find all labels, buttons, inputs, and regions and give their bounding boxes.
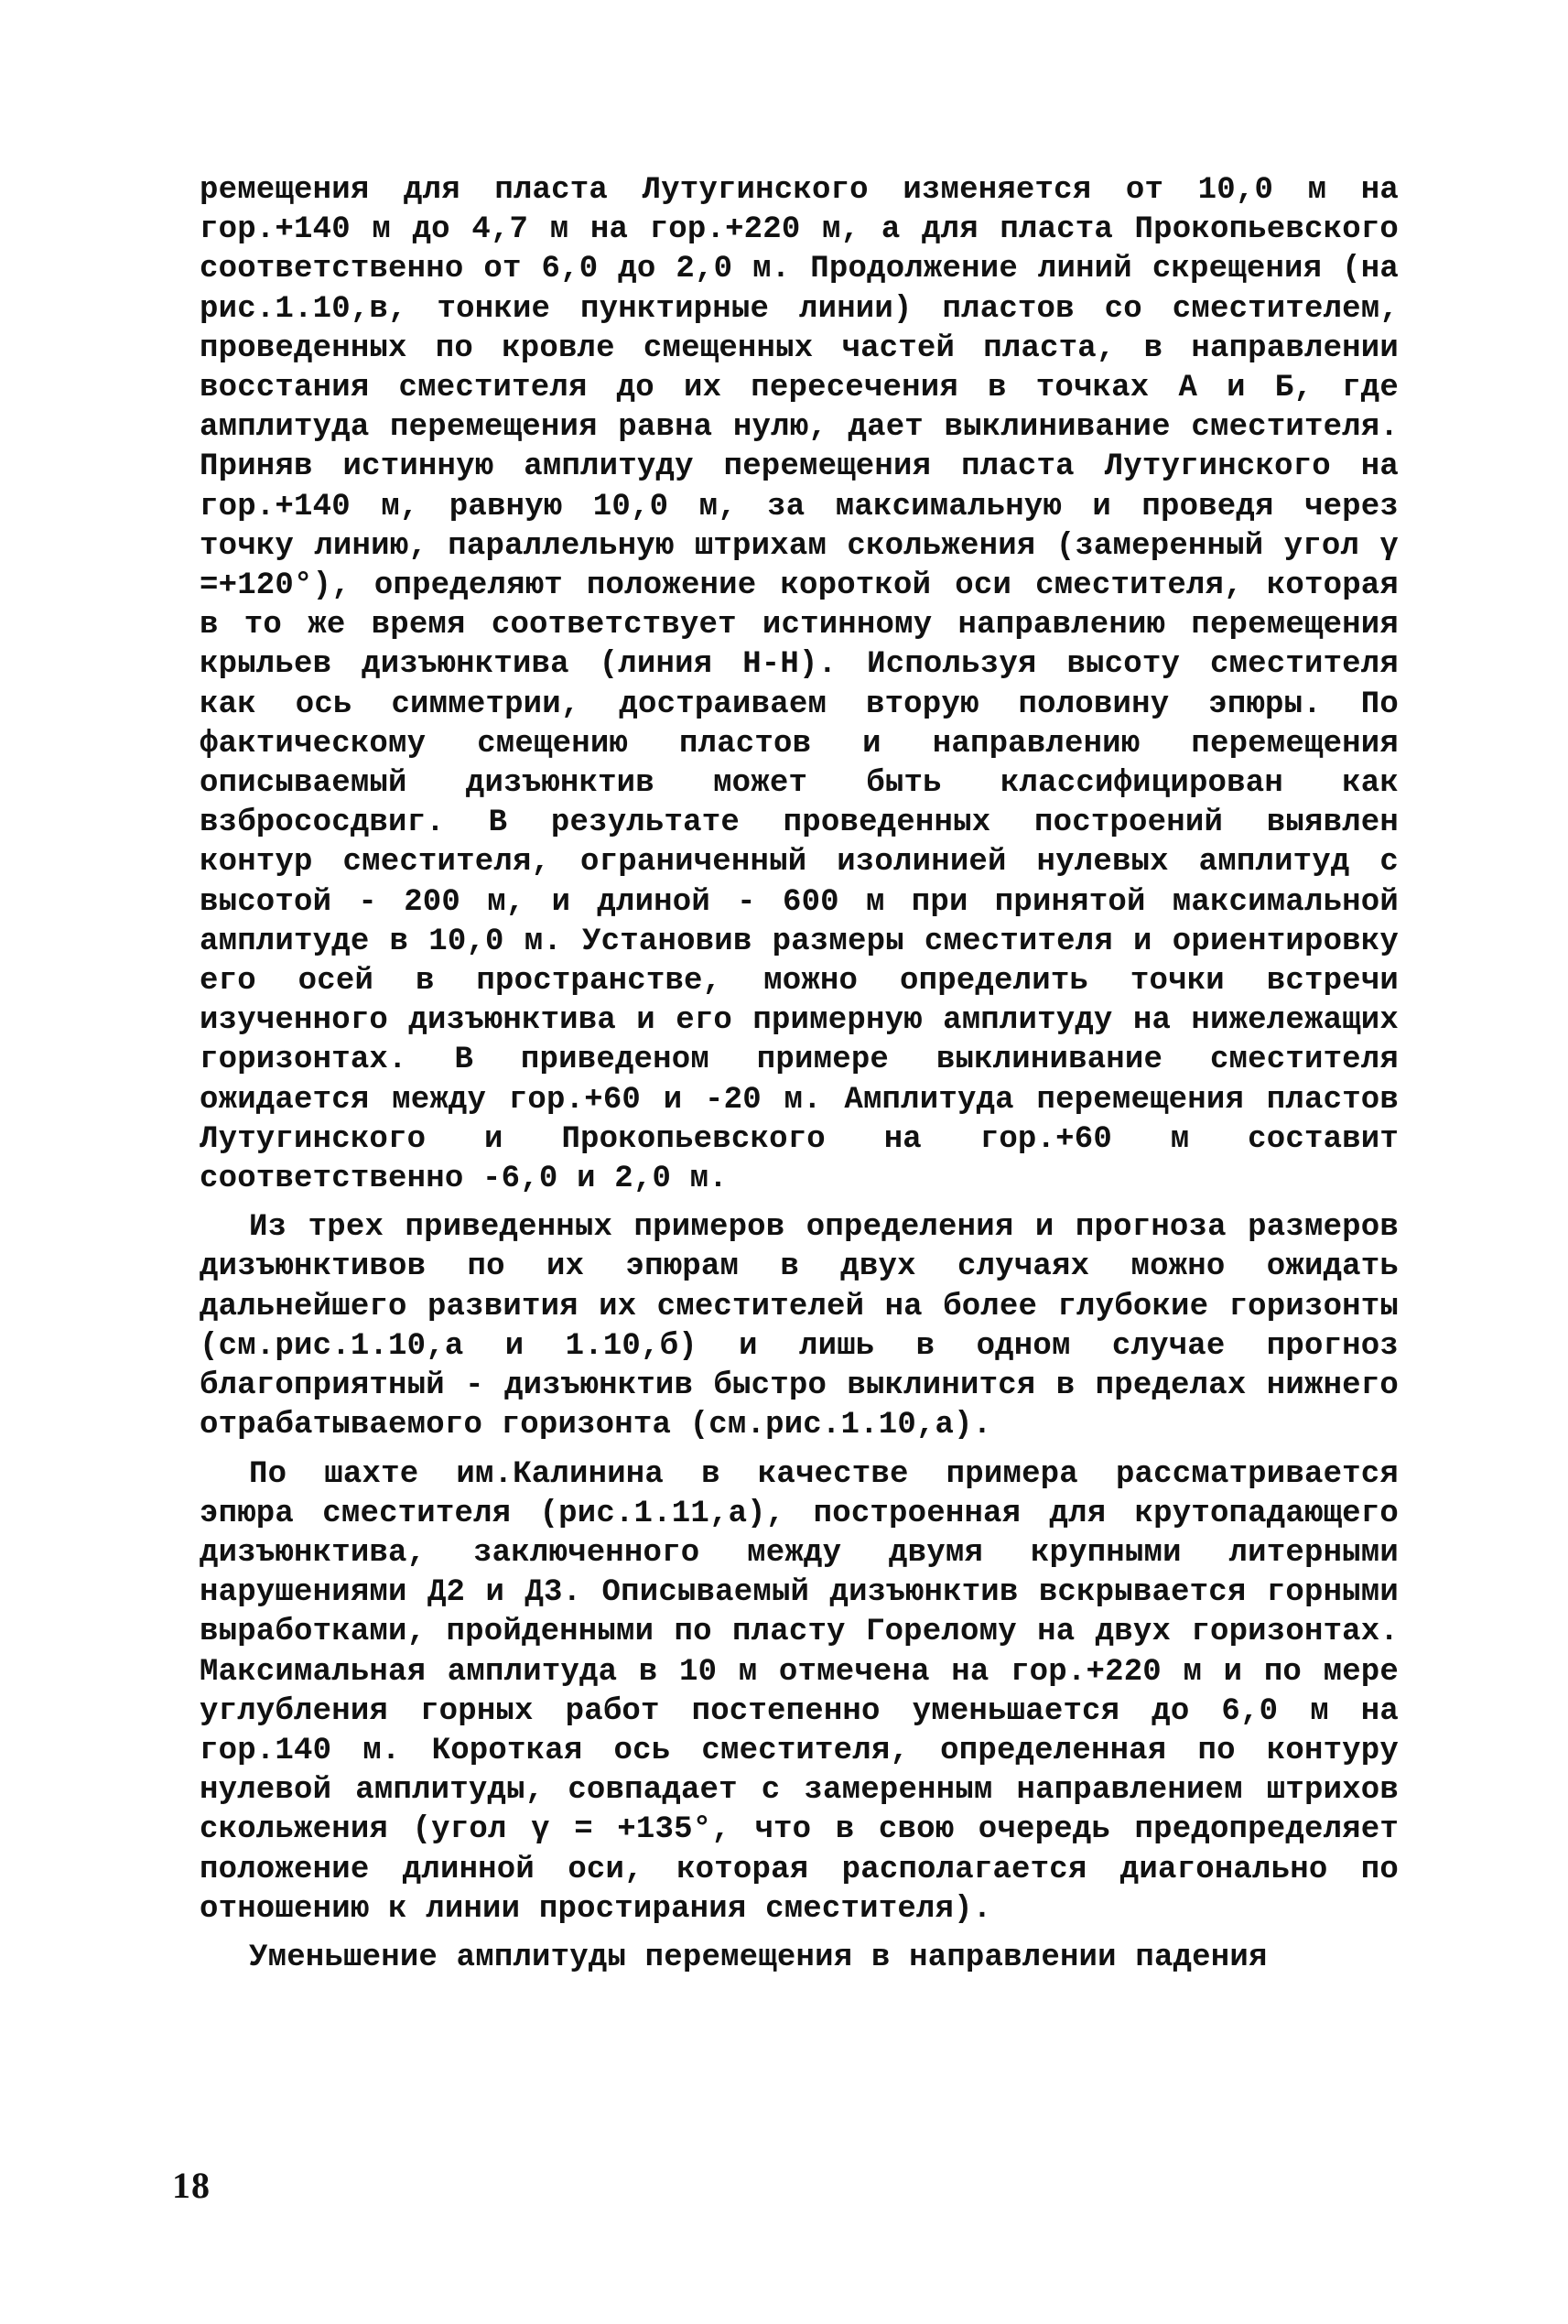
- paragraph-4: Уменьшение амплитуды перемещения в направлении падения: [249, 1940, 1268, 1975]
- paragraph-2: Из трех приведенных примеров определения и прогноза размеров дизъюнктивов по их эпюрам в двух случаях можно ожидать дальнейшего развития их сместителей на более глубокие горизонты (см.рис.1.10,а и 1.10,б) и лишь в одном случае прогноз благоприятный - дизъюнктив быстро выклинится в пределах нижнего отрабатываемого горизонта (см.рис.1.10,а).: [200, 1210, 1399, 1443]
- page-number: 18: [172, 2165, 211, 2206]
- paragraph-3: По шахте им.Калинина в качестве примера рассматривается эпюра сместителя (рис.1.11,а), построенная для крутопадающего дизъюнктива, заключенного между двумя крупными литерными нарушениями Д2 и Д3. Описываемый дизъюнктив вскрывается горными выработками, пройденными по пласту Горелому на двух горизонтах. Максимальная амплитуда в 10 м отмечена на гор.+220 м и по мере углубления горных работ постепенно уменьшается до 6,0 м на гор.140 м. Короткая ось сместителя, определенная по контуру нулевой амплитуды, совпадает с замеренным направлением штрихов скольжения (угол γ = +135°, что в свою очередь предопределяет положение длинной оси, которая располагается диагонально по отношению к линии простирания сместителя).: [200, 1456, 1399, 1927]
- paragraph-1: ремещения для пласта Лутугинского изменяется от 10,0 м на гор.+140 м до 4,7 м на гор.+220 м, а для пласта Прокопьевского соответственно от 6,0 до 2,0 м. Продолжение линий скрещения (на рис.1.10,в, тонкие пунктирные линии) пластов со сместителем, проведенных по кровле смещенных частей пласта, в направлении восстания сместителя до их пересечения в точках А и Б, где амплитуда перемещения равна нулю, дает выклинивание сместителя. Приняв истинную амплитуду перемещения пласта Лутугинского на гор.+140 м, равную 10,0 м, за максимальную и проведя через точку линию, параллельную штрихам скольжения (замеренный угол γ =+120°), определяют положение короткой оси сместителя, которая в то же время соответствует истинному направлению перемещения крыльев дизъюнктива (линия Н-Н). Используя высоту сместителя как ось симметрии, достраиваем вторую половину эпюры. По фактическому смещению пластов и направлению перемещения описываемый дизъюнктив может быть классифицирован как взбрососдвиг. В результате проведенных построений выявлен контур сместителя, ограниченный изолинией нулевых амплитуд с высотой - 200 м, и длиной - 600 м при принятой максимальной амплитуде в 10,0 м. Установив размеры сместителя и ориентировку его осей в пространстве, можно определить точки встречи изученного дизъюнктива и его примерную амплитуду на нижележащих горизонтах. В приведеном примере выклинивание сместителя ожидается между гор.+60 и -20 м. Амплитуда перемещения пластов Лутугинского и Прокопьевского на гор.+60 м составит соответственно -6,0 и 2,0 м.: [200, 173, 1399, 1197]
- body-text: [200, 171, 1399, 1978]
